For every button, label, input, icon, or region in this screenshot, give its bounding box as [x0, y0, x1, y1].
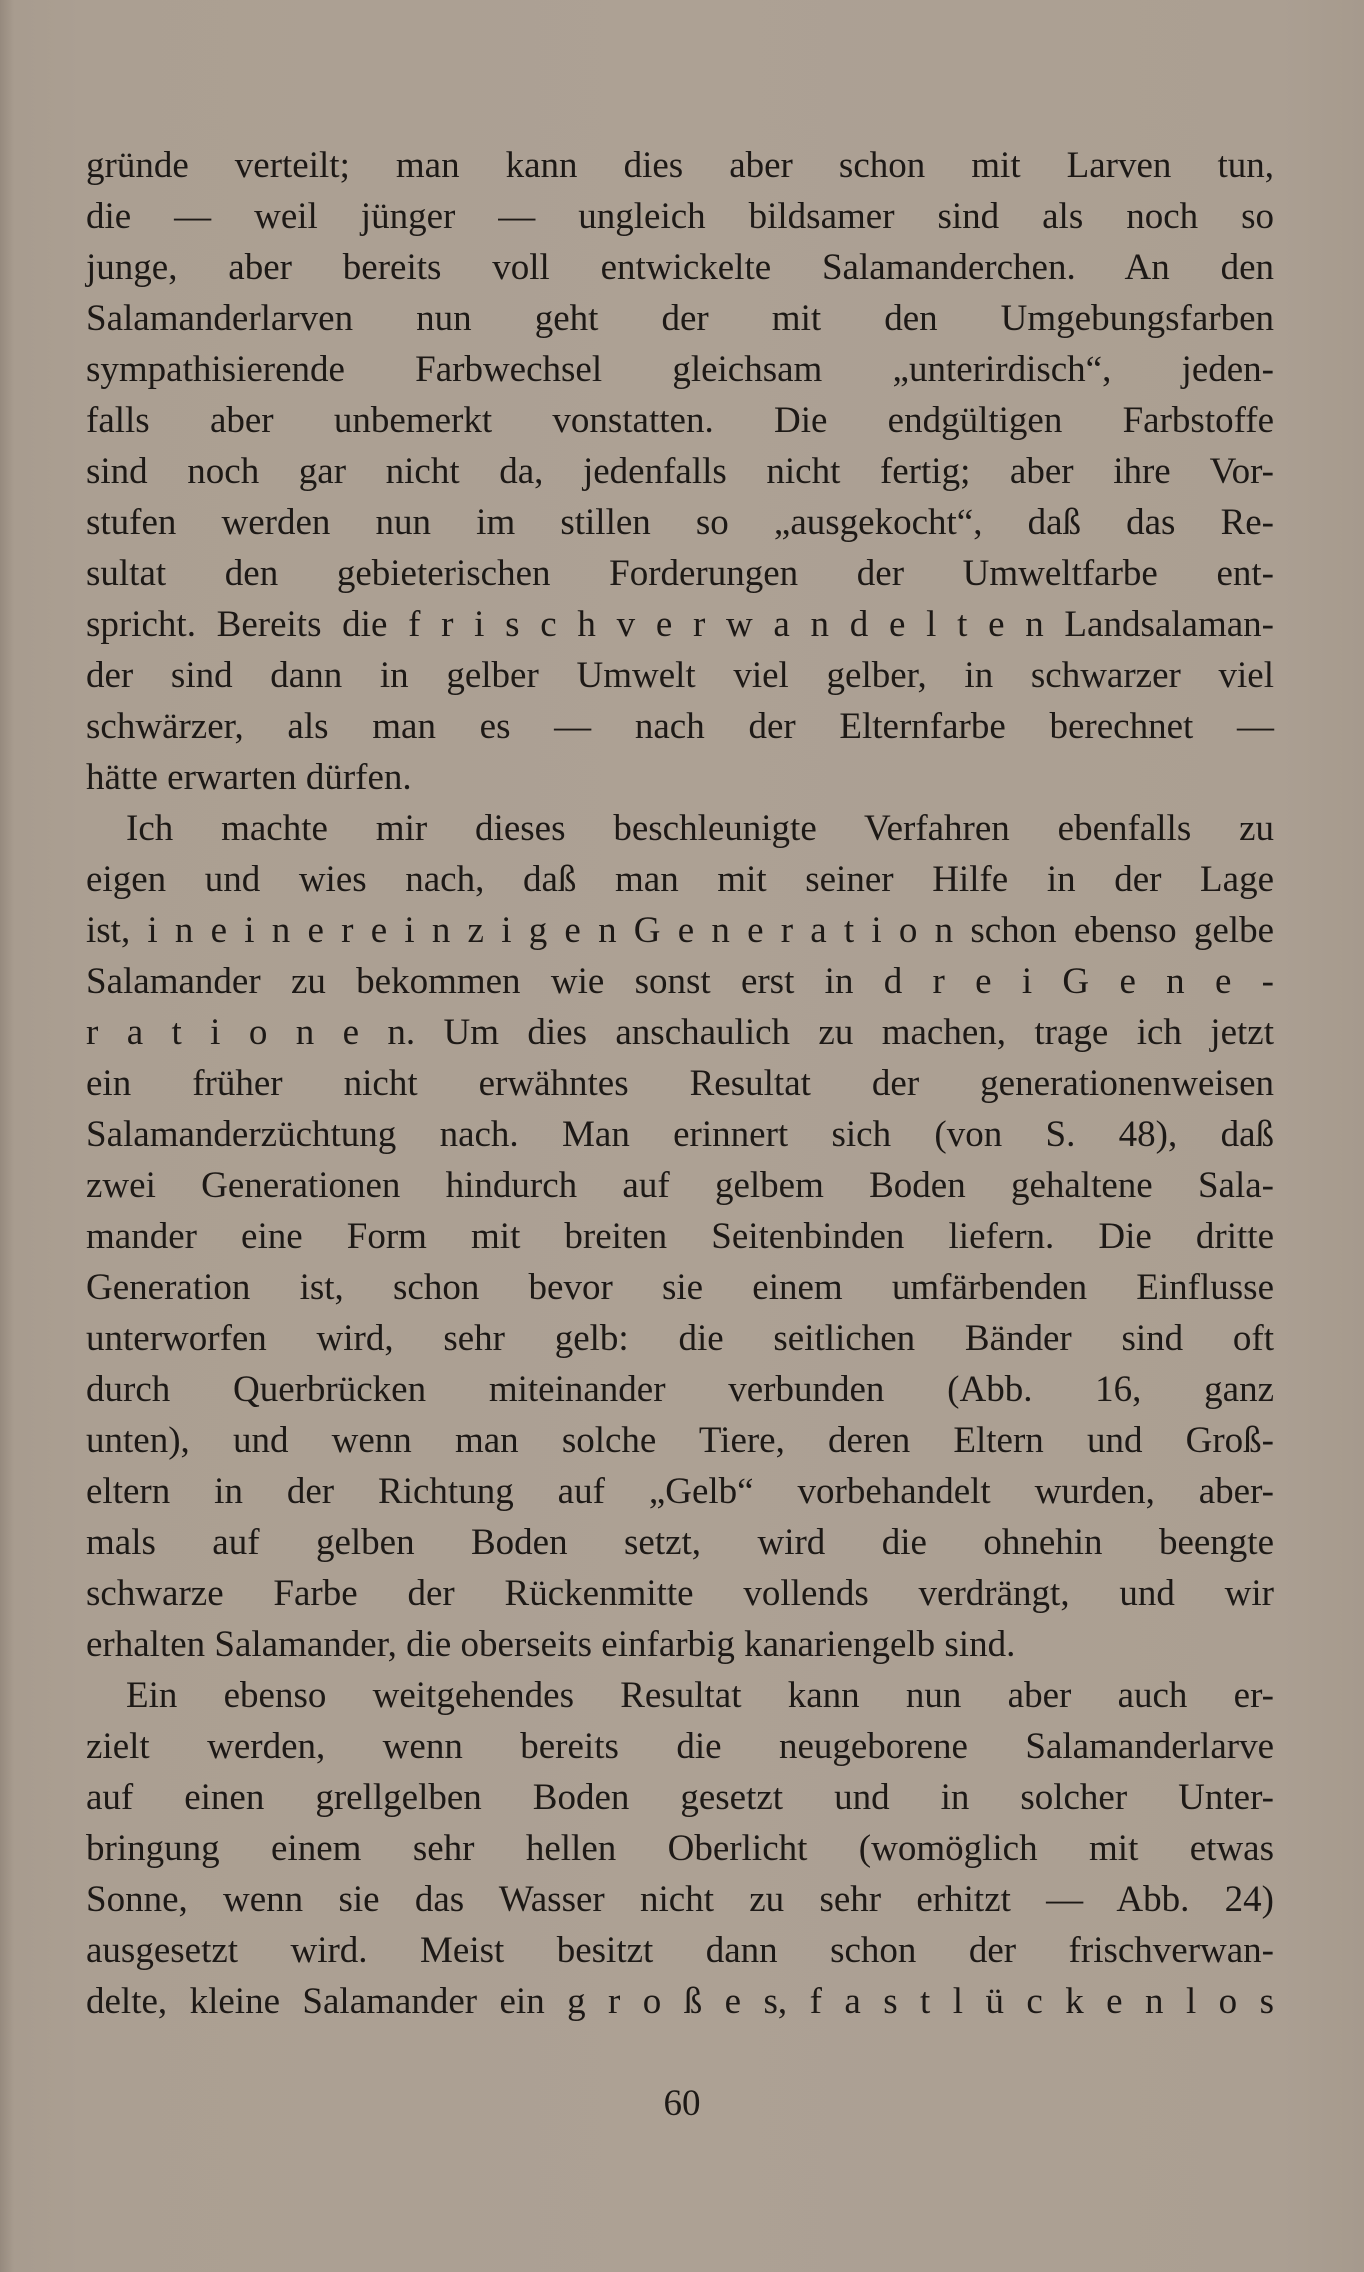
text-line: ein früher nicht erwähntes Resultat der generationenweisen — [86, 1063, 1274, 1104]
body-text — [86, 140, 1274, 2027]
text-line: schwarze Farbe der Rückenmitte vollends verdrängt, und wir — [86, 1573, 1274, 1614]
text-line: ausgesetzt wird. Meist besitzt dann schon der frischverwan- — [86, 1930, 1274, 1971]
text-line: falls aber unbemerkt vonstatten. Die endgültigen Farbstoffe — [86, 400, 1274, 441]
text-line: spricht. Bereits die f r i s c h v e r w a n d e l t e n Landsalaman- — [86, 604, 1274, 645]
text-line: r a t i o n e n. Um dies anschaulich zu machen, trage ich jetzt — [86, 1012, 1274, 1053]
text-line: Salamander zu bekommen wie sonst erst in d r e i G e n e - — [86, 961, 1274, 1002]
text-line: ist, i n e i n e r e i n z i g e n G e n e r a t i o n schon ebenso gelbe — [86, 910, 1274, 951]
text-line: sympathisierende Farbwechsel gleichsam „unterirdisch“, jeden- — [86, 349, 1274, 390]
text-line-paragraph-start: Ich machte mir dieses beschleunigte Verfahren ebenfalls zu — [126, 808, 1274, 849]
text-line: zielt werden, wenn bereits die neugeborene Salamanderlarve — [86, 1726, 1274, 1767]
text-line: Generation ist, schon bevor sie einem umfärbenden Einflusse — [86, 1267, 1274, 1308]
text-line: mals auf gelben Boden setzt, wird die ohnehin beengte — [86, 1522, 1274, 1563]
text-line: durch Querbrücken miteinander verbunden (Abb. 16, ganz — [86, 1369, 1274, 1410]
text-line: gründe verteilt; man kann dies aber schon mit Larven tun, — [86, 145, 1274, 186]
text-line: schwärzer, als man es — nach der Elternfarbe berechnet — — [86, 706, 1274, 747]
text-line: delte, kleine Salamander ein g r o ß e s, f a s t l ü c k e n l o s — [86, 1981, 1274, 2022]
text-line: Sonne, wenn sie das Wasser nicht zu sehr erhitzt — Abb. 24) — [86, 1879, 1274, 1920]
text-line: auf einen grellgelben Boden gesetzt und in solcher Unter- — [86, 1777, 1274, 1818]
text-line: Salamanderzüchtung nach. Man erinnert sich (von S. 48), daß — [86, 1114, 1274, 1155]
text-line: sultat den gebieterischen Forderungen der Umweltfarbe ent- — [86, 553, 1274, 594]
text-line-paragraph-end: hätte erwarten dürfen. — [86, 757, 412, 798]
text-line: eigen und wies nach, daß man mit seiner Hilfe in der Lage — [86, 859, 1274, 900]
text-line: zwei Generationen hindurch auf gelbem Boden gehaltene Sala- — [86, 1165, 1274, 1206]
text-line-paragraph-start: Ein ebenso weitgehendes Resultat kann nun aber auch er- — [126, 1675, 1274, 1716]
text-line: der sind dann in gelber Umwelt viel gelber, in schwarzer viel — [86, 655, 1274, 696]
text-line: Salamanderlarven nun geht der mit den Umgebungsfarben — [86, 298, 1274, 339]
page-number: 60 — [663, 2083, 701, 2124]
page-left-edge-shadow — [0, 0, 14, 2272]
text-line: unten), und wenn man solche Tiere, deren Eltern und Groß- — [86, 1420, 1274, 1461]
text-line: junge, aber bereits voll entwickelte Salamanderchen. An den — [86, 247, 1274, 288]
text-line: bringung einem sehr hellen Oberlicht (womöglich mit etwas — [86, 1828, 1274, 1869]
text-line: die — weil jünger — ungleich bildsamer sind als noch so — [86, 196, 1274, 237]
text-line: eltern in der Richtung auf „Gelb“ vorbehandelt wurden, aber- — [86, 1471, 1274, 1512]
text-line: unterworfen wird, sehr gelb: die seitlichen Bänder sind oft — [86, 1318, 1274, 1359]
text-line: sind noch gar nicht da, jedenfalls nicht fertig; aber ihre Vor- — [86, 451, 1274, 492]
text-line: mander eine Form mit breiten Seitenbinden liefern. Die dritte — [86, 1216, 1274, 1257]
text-line-paragraph-end: erhalten Salamander, die oberseits einfarbig kanariengelb sind. — [86, 1624, 1016, 1665]
text-line: stufen werden nun im stillen so „ausgekocht“, daß das Re- — [86, 502, 1274, 543]
